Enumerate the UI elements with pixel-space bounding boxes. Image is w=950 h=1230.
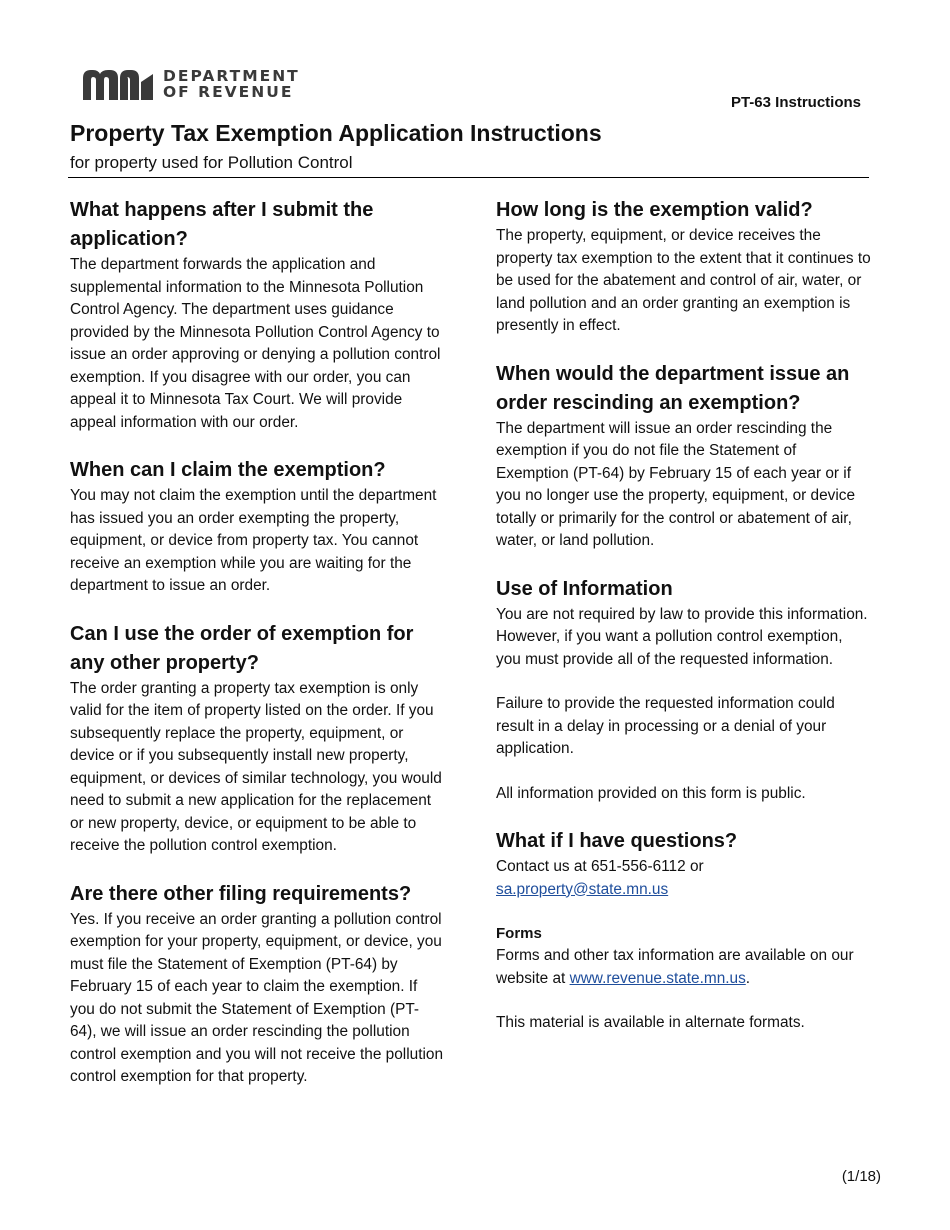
page-title: Property Tax Exemption Application Instructions [70, 120, 602, 146]
header-divider [68, 177, 869, 178]
section-heading: Use of Information [496, 577, 673, 600]
section-rescind-order [496, 360, 871, 553]
section-heading: When would the department issue an order rescinding an exemption? [496, 362, 850, 414]
mn-logo-icon [83, 68, 153, 100]
section-heading: When can I claim the exemption? [70, 459, 386, 481]
section-filing-requirements [70, 880, 445, 1089]
left-column [70, 196, 445, 1111]
page-subtitle: for property used for Pollution Control [70, 153, 353, 172]
section-body: The order granting a property tax exemption is only valid for the item of property listed on the order. If you subsequently replace the property, equipment, or device or if you subsequently install new property, equipment, or devices of similar technology, you would need to submit a new application for the replacement or new property, device, or equipment to be able to receive the pollution control exemption. [70, 679, 442, 854]
section-body: The department forwards the application and supplemental information to the Minnesota Pollution Control Agency. The department uses guidance provided by the Minnesota Pollution Control Agency to issue an order approving or denying a pollution control exemption. If you disagree with our order, you can appeal it to Minnesota Tax Court. We will provide appeal information with our order. [70, 256, 441, 431]
section-heading: Are there other filing requirements? [70, 882, 412, 905]
forms-text [496, 945, 871, 990]
section-body: You are not required by law to provide this information. However, if you want a pollution control exemption, you must provide all of the requested information. [496, 605, 868, 668]
email-link[interactable]: sa.property@state.mn.us [496, 880, 669, 898]
section-body: The department will issue an order rescinding the exemption if you do not file the Statement of Exemption (PT-64) by February 15 of each year or if you no longer use the property, equipment, or device totally or primarily for the control or abatement of air, water, or land pollution. [496, 419, 856, 549]
logo-text [163, 68, 300, 100]
contact-text: Contact us at 651-556-6112 or [496, 858, 704, 875]
forms-period: . [745, 969, 751, 987]
section-other-property [70, 620, 445, 858]
section-claim-exemption [70, 456, 445, 598]
section-questions [496, 827, 871, 901]
section-after-submit [70, 196, 445, 434]
section-exemption-valid [496, 196, 871, 338]
logo-line-1: DEPARTMENT [163, 67, 300, 85]
website-link[interactable]: www.revenue.state.mn.us [569, 969, 746, 987]
section-body: You may not claim the exemption until the department has issued you an order exempting the property, equipment, or device from property tax. You cannot receive an exemption while you are waiting for the department to issue an order. [70, 487, 437, 594]
forms-text-body: Forms and other tax information are available on our website at [496, 947, 854, 987]
alternate-formats-note: This material is available in alternate formats. [496, 1014, 805, 1031]
section-body: The property, equipment, or device receives the property tax exemption to the extent that it continues to be used for the abatement and control of air, water, or land pollution and an order granting an exemption is presently in effect. [496, 227, 871, 334]
department-of-revenue-logo [83, 68, 300, 100]
section-forms [496, 923, 871, 1035]
logo-line-2: OF REVENUE [163, 83, 294, 101]
section-body: Yes. If you receive an order granting a pollution control exemption for your property, equipment, or device, you must file the Statement of Exemption (PT-64) by February 15 of each year to claim the exemption. If you do not submit the Statement of Exemption (PT-64), we will issue an order rescinding the pollution control exemption and you will not receive the pollution control exemption for that property. [70, 910, 444, 1085]
section-body: Failure to provide the requested information could result in a delay in processing or a denial of your application. [496, 695, 835, 757]
section-heading: What if I have questions? [496, 830, 738, 852]
form-id: PT-63 Instructions [730, 94, 861, 111]
forms-heading: Forms [496, 925, 542, 942]
section-heading: What happens after I submit the application? [70, 199, 374, 250]
section-heading: How long is the exemption valid? [496, 199, 813, 221]
section-heading: Can I use the order of exemption for any other property? [70, 622, 414, 674]
section-body: All information provided on this form is public. [496, 784, 806, 802]
section-use-of-information [496, 575, 871, 806]
right-column [496, 196, 871, 1035]
page-number: (1/18) [841, 1168, 881, 1185]
